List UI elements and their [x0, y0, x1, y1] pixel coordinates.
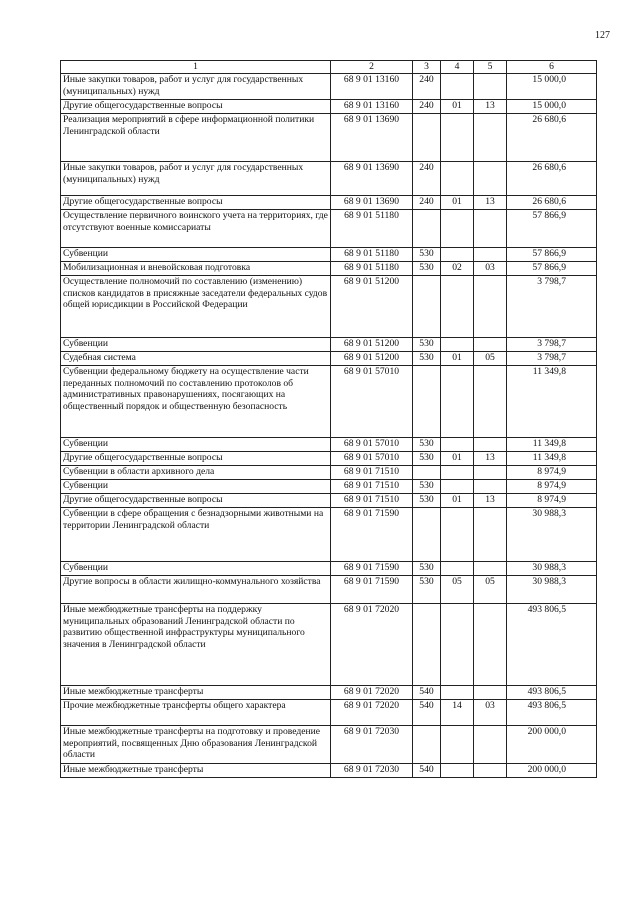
cell-name: Судебная система	[61, 352, 331, 366]
cell-rz: 01	[441, 452, 474, 466]
cell-sum: 30 988,3	[507, 576, 597, 604]
cell-name: Иные межбюджетные трансферты на подготовку и проведение мероприятий, посвященных Дню образования Ленинградской области	[61, 726, 331, 764]
cell-code: 68 9 01 71590	[331, 562, 413, 576]
cell-name: Осуществление первичного воинского учета на территориях, где отсутствуют военные комиссариаты	[61, 210, 331, 248]
cell-sum: 3 798,7	[507, 276, 597, 338]
cell-pr: 13	[474, 100, 507, 114]
cell-code: 68 9 01 51200	[331, 276, 413, 338]
cell-vr	[413, 210, 441, 248]
cell-pr: 13	[474, 452, 507, 466]
cell-name: Иные закупки товаров, работ и услуг для государственных (муниципальных) нужд	[61, 162, 331, 196]
cell-rz	[441, 686, 474, 700]
table-row	[61, 686, 597, 700]
cell-name: Иные межбюджетные трансферты на поддержку муниципальных образований Ленинградской области по развитию общественной инфраструктуры муниципального значения в Ленинградской области	[61, 604, 331, 686]
cell-sum: 30 988,3	[507, 562, 597, 576]
cell-code: 68 9 01 13160	[331, 74, 413, 100]
table-row	[61, 576, 597, 604]
cell-vr: 240	[413, 74, 441, 100]
cell-rz	[441, 438, 474, 452]
cell-vr: 530	[413, 262, 441, 276]
table-row	[61, 700, 597, 726]
table-row	[61, 196, 597, 210]
table-row	[61, 726, 597, 764]
cell-pr	[474, 162, 507, 196]
table-row	[61, 114, 597, 162]
cell-sum: 15 000,0	[507, 100, 597, 114]
cell-vr: 530	[413, 576, 441, 604]
cell-rz	[441, 604, 474, 686]
cell-sum: 493 806,5	[507, 604, 597, 686]
cell-pr: 13	[474, 196, 507, 210]
cell-pr	[474, 508, 507, 562]
cell-rz	[441, 210, 474, 248]
cell-rz	[441, 366, 474, 438]
table-row	[61, 210, 597, 248]
cell-pr	[474, 438, 507, 452]
budget-table	[60, 60, 597, 778]
cell-vr: 530	[413, 352, 441, 366]
cell-vr: 540	[413, 686, 441, 700]
cell-sum: 3 798,7	[507, 338, 597, 352]
cell-name: Иные межбюджетные трансферты	[61, 686, 331, 700]
cell-sum: 3 798,7	[507, 352, 597, 366]
cell-name: Реализация мероприятий в сфере информационной политики Ленинградской области	[61, 114, 331, 162]
cell-vr: 530	[413, 338, 441, 352]
cell-sum: 8 974,9	[507, 480, 597, 494]
cell-rz: 01	[441, 494, 474, 508]
cell-name: Субвенции в сфере обращения с безнадзорными животными на территории Ленинградской области	[61, 508, 331, 562]
table-row	[61, 338, 597, 352]
cell-code: 68 9 01 71590	[331, 576, 413, 604]
table-header-row	[61, 61, 597, 74]
cell-pr	[474, 466, 507, 480]
cell-pr	[474, 248, 507, 262]
cell-vr: 530	[413, 480, 441, 494]
cell-rz	[441, 764, 474, 778]
cell-rz: 05	[441, 576, 474, 604]
cell-vr: 530	[413, 452, 441, 466]
table-row	[61, 764, 597, 778]
col-header: 3	[413, 61, 441, 74]
col-header: 6	[507, 61, 597, 74]
cell-vr: 530	[413, 438, 441, 452]
cell-name: Другие общегосударственные вопросы	[61, 494, 331, 508]
cell-rz	[441, 276, 474, 338]
cell-name: Субвенции	[61, 562, 331, 576]
cell-code: 68 9 01 13690	[331, 114, 413, 162]
cell-code: 68 9 01 72020	[331, 604, 413, 686]
table-row	[61, 494, 597, 508]
cell-sum: 11 349,8	[507, 366, 597, 438]
cell-vr	[413, 726, 441, 764]
cell-rz	[441, 726, 474, 764]
cell-name: Осуществление полномочий по составлению (изменению) списков кандидатов в присяжные заседатели федеральных судов общей юрисдикции в Российской Федерации	[61, 276, 331, 338]
cell-vr	[413, 604, 441, 686]
table-row	[61, 452, 597, 466]
cell-code: 68 9 01 51180	[331, 248, 413, 262]
table-row	[61, 604, 597, 686]
cell-pr: 13	[474, 494, 507, 508]
cell-name: Иные закупки товаров, работ и услуг для государственных (муниципальных) нужд	[61, 74, 331, 100]
cell-pr	[474, 74, 507, 100]
cell-name: Субвенции федеральному бюджету на осуществление части переданных полномочий по составлению протоколов об административных правонарушениях, посягающих на общественный порядок и общественную безопасность	[61, 366, 331, 438]
cell-code: 68 9 01 71590	[331, 508, 413, 562]
cell-code: 68 9 01 57010	[331, 438, 413, 452]
cell-pr: 05	[474, 352, 507, 366]
cell-name: Субвенции	[61, 248, 331, 262]
cell-name: Субвенции	[61, 438, 331, 452]
cell-name: Другие общегосударственные вопросы	[61, 452, 331, 466]
cell-rz: 14	[441, 700, 474, 726]
cell-code: 68 9 01 57010	[331, 452, 413, 466]
cell-vr	[413, 508, 441, 562]
table-row	[61, 562, 597, 576]
table-row	[61, 262, 597, 276]
table-row	[61, 438, 597, 452]
cell-sum: 11 349,8	[507, 438, 597, 452]
cell-sum: 493 806,5	[507, 700, 597, 726]
col-header: 1	[61, 61, 331, 74]
table-row	[61, 276, 597, 338]
cell-name: Другие вопросы в области жилищно-коммунального хозяйства	[61, 576, 331, 604]
cell-pr	[474, 480, 507, 494]
cell-name: Субвенции	[61, 338, 331, 352]
cell-rz	[441, 248, 474, 262]
cell-code: 68 9 01 71510	[331, 480, 413, 494]
cell-rz	[441, 466, 474, 480]
cell-rz	[441, 562, 474, 576]
cell-vr	[413, 466, 441, 480]
cell-code: 68 9 01 72020	[331, 686, 413, 700]
table-row	[61, 480, 597, 494]
cell-sum: 493 806,5	[507, 686, 597, 700]
cell-vr	[413, 366, 441, 438]
cell-code: 68 9 01 51180	[331, 210, 413, 248]
cell-sum: 57 866,9	[507, 248, 597, 262]
cell-code: 68 9 01 13690	[331, 162, 413, 196]
table-row	[61, 100, 597, 114]
cell-pr	[474, 366, 507, 438]
cell-sum: 57 866,9	[507, 262, 597, 276]
cell-code: 68 9 01 57010	[331, 366, 413, 438]
cell-sum: 15 000,0	[507, 74, 597, 100]
cell-vr	[413, 114, 441, 162]
cell-name: Прочие межбюджетные трансферты общего характера	[61, 700, 331, 726]
cell-vr: 240	[413, 100, 441, 114]
cell-sum: 26 680,6	[507, 196, 597, 210]
cell-vr: 530	[413, 494, 441, 508]
cell-vr	[413, 276, 441, 338]
cell-name: Субвенции в области архивного дела	[61, 466, 331, 480]
cell-vr: 530	[413, 562, 441, 576]
cell-sum: 57 866,9	[507, 210, 597, 248]
table-row	[61, 248, 597, 262]
cell-pr: 03	[474, 700, 507, 726]
cell-rz	[441, 480, 474, 494]
cell-sum: 11 349,8	[507, 452, 597, 466]
cell-sum: 8 974,9	[507, 466, 597, 480]
col-header: 2	[331, 61, 413, 74]
table-row	[61, 466, 597, 480]
cell-vr: 240	[413, 162, 441, 196]
cell-pr	[474, 764, 507, 778]
cell-code: 68 9 01 13690	[331, 196, 413, 210]
cell-rz	[441, 508, 474, 562]
cell-code: 68 9 01 51200	[331, 352, 413, 366]
cell-pr	[474, 726, 507, 764]
cell-pr	[474, 686, 507, 700]
page-number: 127	[595, 30, 610, 41]
cell-code: 68 9 01 51200	[331, 338, 413, 352]
cell-sum: 26 680,6	[507, 162, 597, 196]
table-row	[61, 352, 597, 366]
cell-pr	[474, 604, 507, 686]
cell-rz: 01	[441, 352, 474, 366]
cell-rz	[441, 114, 474, 162]
cell-sum: 30 988,3	[507, 508, 597, 562]
cell-pr	[474, 338, 507, 352]
cell-code: 68 9 01 51180	[331, 262, 413, 276]
cell-pr: 05	[474, 576, 507, 604]
cell-sum: 8 974,9	[507, 494, 597, 508]
col-header: 4	[441, 61, 474, 74]
cell-name: Иные межбюджетные трансферты	[61, 764, 331, 778]
cell-vr: 240	[413, 196, 441, 210]
cell-rz	[441, 162, 474, 196]
cell-sum: 200 000,0	[507, 726, 597, 764]
cell-code: 68 9 01 72030	[331, 764, 413, 778]
table-row	[61, 162, 597, 196]
cell-pr: 03	[474, 262, 507, 276]
cell-rz: 01	[441, 100, 474, 114]
cell-rz: 01	[441, 196, 474, 210]
cell-code: 68 9 01 72020	[331, 700, 413, 726]
cell-code: 68 9 01 13160	[331, 100, 413, 114]
cell-rz	[441, 338, 474, 352]
cell-pr	[474, 210, 507, 248]
table-row	[61, 366, 597, 438]
table-row	[61, 74, 597, 100]
cell-vr: 540	[413, 700, 441, 726]
cell-vr: 540	[413, 764, 441, 778]
cell-sum: 200 000,0	[507, 764, 597, 778]
cell-name: Мобилизационная и вневойсковая подготовка	[61, 262, 331, 276]
cell-pr	[474, 562, 507, 576]
cell-code: 68 9 01 72030	[331, 726, 413, 764]
cell-name: Другие общегосударственные вопросы	[61, 196, 331, 210]
col-header: 5	[474, 61, 507, 74]
cell-vr: 530	[413, 248, 441, 262]
cell-pr	[474, 276, 507, 338]
table-row	[61, 508, 597, 562]
cell-pr	[474, 114, 507, 162]
cell-code: 68 9 01 71510	[331, 466, 413, 480]
cell-rz	[441, 74, 474, 100]
cell-name: Субвенции	[61, 480, 331, 494]
cell-code: 68 9 01 71510	[331, 494, 413, 508]
cell-name: Другие общегосударственные вопросы	[61, 100, 331, 114]
cell-rz: 02	[441, 262, 474, 276]
cell-sum: 26 680,6	[507, 114, 597, 162]
